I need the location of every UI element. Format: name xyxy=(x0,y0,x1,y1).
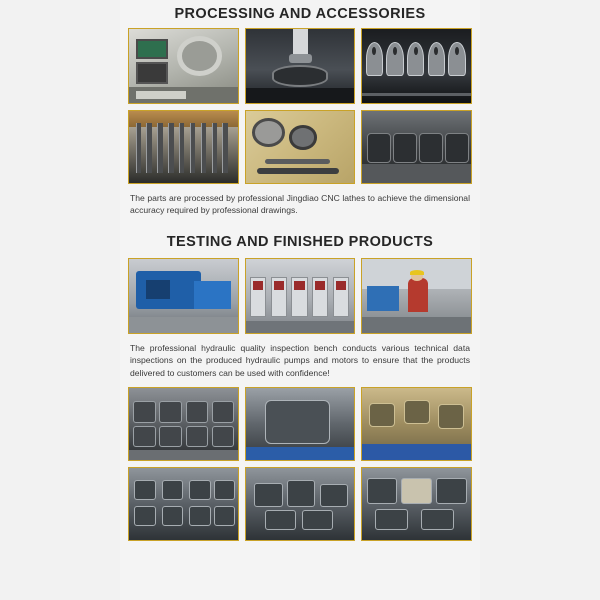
photo-row-products-2 xyxy=(120,467,480,547)
photo-drive-shafts xyxy=(128,110,239,184)
photo-milling-spindle xyxy=(245,28,356,104)
photo-finished-pump-large xyxy=(245,387,356,461)
photo-blue-test-bench xyxy=(128,258,239,334)
photo-row-testing-1 xyxy=(120,258,480,340)
photo-pumps-pallet-b xyxy=(245,467,356,541)
photo-finished-pumps-gold xyxy=(361,387,472,461)
photo-pump-parts-kit xyxy=(245,110,356,184)
photo-row-processing-2 xyxy=(120,110,480,190)
photo-row-processing-1 xyxy=(120,28,480,110)
photo-finished-pumps-rack xyxy=(128,387,239,461)
caption-processing: The parts are processed by professional Jingdiao CNC lathes to achieve the dimensional accuracy required by professional drawings. xyxy=(130,193,470,216)
photo-cnc-control-panel xyxy=(128,28,239,104)
photo-pumps-pallet-a xyxy=(128,467,239,541)
photo-cylinder-blocks xyxy=(361,28,472,104)
section-title-testing: TESTING AND FINISHED PRODUCTS xyxy=(166,233,434,250)
photo-pumps-pallet-c xyxy=(361,467,472,541)
photo-operator-testing xyxy=(361,258,472,334)
caption-testing: The professional hydraulic quality inspection bench conducts various technical data inspections on the produced hydraulic pumps and motors to ensure that the products delivered to customers can be used with confidence! xyxy=(130,342,470,378)
photo-castings-floor xyxy=(361,110,472,184)
photo-row-products-1 xyxy=(120,387,480,467)
section-title-processing: PROCESSING AND ACCESSORIES xyxy=(174,6,426,22)
content-sheet xyxy=(120,0,480,600)
photo-control-consoles xyxy=(245,258,356,334)
